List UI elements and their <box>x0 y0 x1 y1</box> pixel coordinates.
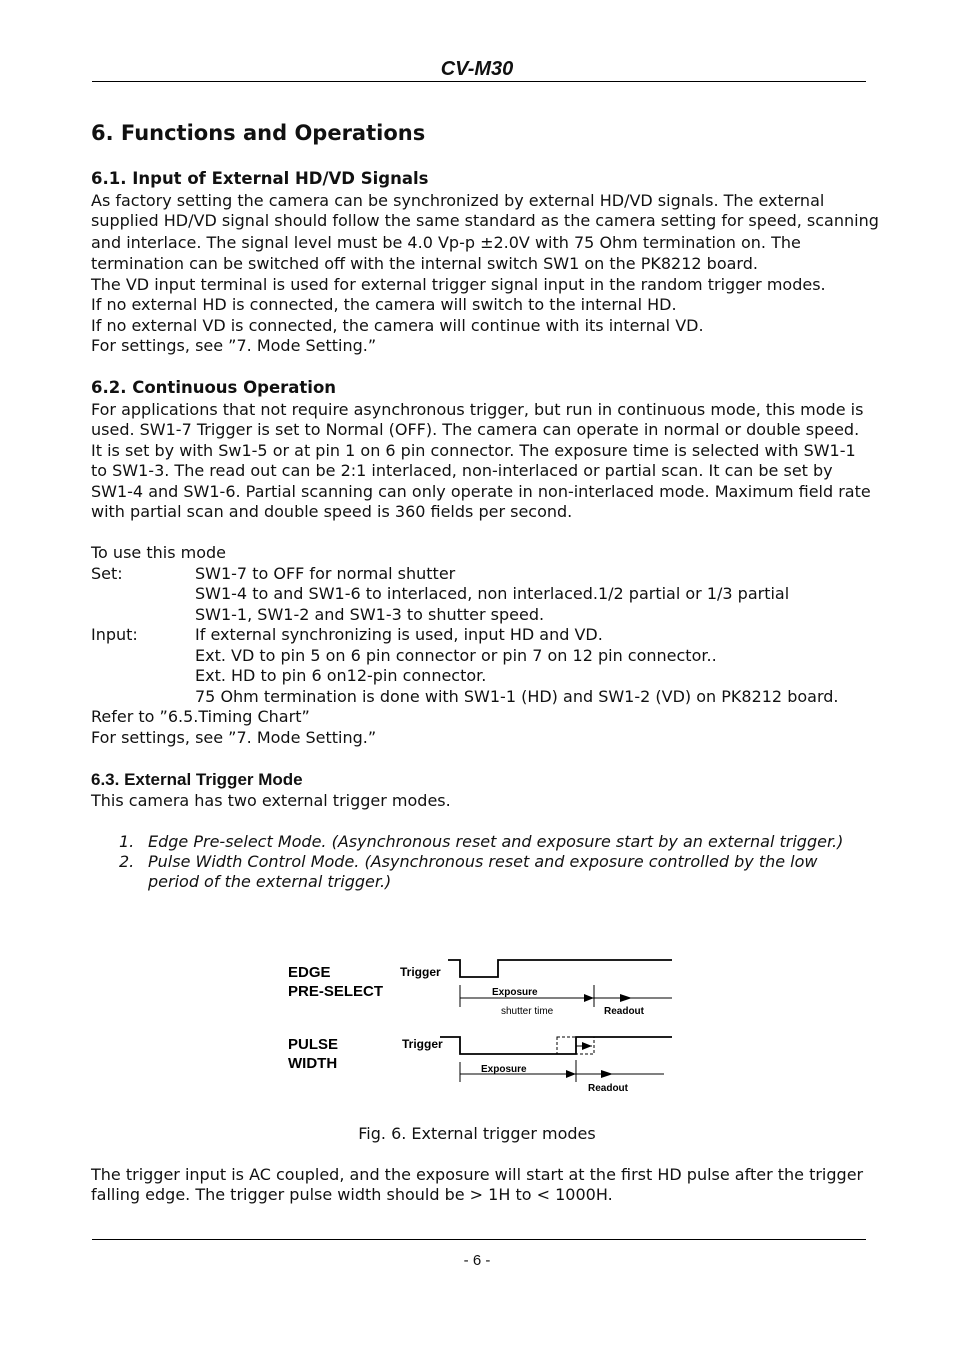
paragraph-line: termination can be switched off with the internal switch SW1 on the PK8212 board. <box>91 254 758 273</box>
trigger-timing-diagram <box>280 950 680 1100</box>
input-item: If external synchronizing is used, input HD and VD. <box>195 625 603 644</box>
closing-line: falling edge. The trigger pulse width should be > 1H to < 1000H. <box>91 1185 613 1204</box>
paragraph-line: with partial scan and double speed is 360 fields per second. <box>91 502 573 521</box>
readout-label: Readout <box>604 1006 644 1017</box>
input-item: Ext. VD to pin 5 on 6 pin connector or pin 7 on 12 pin connector.. <box>195 646 717 665</box>
list-item-continuation: period of the external trigger.) <box>148 872 392 891</box>
header-rule <box>92 81 866 82</box>
pulse-label-line2: WIDTH <box>288 1055 338 1072</box>
input-item: 75 Ohm termination is done with SW1-1 (HD) and SW1-2 (VD) on PK8212 board. <box>195 687 839 706</box>
paragraph-line: For settings, see ”7. Mode Setting.” <box>91 336 377 355</box>
set-item: SW1-4 to and SW1-6 to interlaced, non interlaced.1/2 partial or 1/3 partial <box>195 584 790 603</box>
shutter-time-label: shutter time <box>501 1006 554 1017</box>
paragraph-line: It is set by with Sw1-5 or at pin 1 on 6 pin connector. The exposure time is selected with SW1-1 <box>91 441 856 460</box>
list-item: Pulse Width Control Mode. (Asynchronous reset and exposure controlled by the low <box>148 852 818 871</box>
paragraph-line: supplied HD/VD signal should follow the same standard as the camera setting for speed, scanning <box>91 211 879 230</box>
closing-line: The trigger input is AC coupled, and the exposure will start at the first HD pulse after the trigger <box>91 1165 864 1184</box>
pulse-trigger-waveform <box>440 1037 672 1054</box>
input-label: Input: <box>91 625 138 644</box>
readout-label: Readout <box>588 1083 628 1094</box>
exposure-label: Exposure <box>492 987 538 998</box>
edge-trigger-waveform <box>448 960 672 977</box>
readout-arrowhead <box>620 994 632 1002</box>
trigger-label: Trigger <box>400 965 441 979</box>
readout-arrowhead <box>601 1070 613 1078</box>
settings-line: For settings, see ”7. Mode Setting.” <box>91 728 377 747</box>
pulse-label-line1: PULSE <box>288 1036 339 1053</box>
paragraph-line: and interlace. The signal level must be 4.0 Vp-p ±2.0V with 75 Ohm termination on. The <box>91 233 801 252</box>
use-mode-line: To use this mode <box>91 543 226 562</box>
edge-label-line2: PRE-SELECT <box>288 983 384 1000</box>
list-item-number: 1. <box>119 832 135 851</box>
paragraph-line: If no external HD is connected, the camera will switch to the internal HD. <box>91 295 677 314</box>
paragraph-line: For applications that not require asynchronous trigger, but run in continuous mode, this mode is <box>91 400 864 419</box>
paragraph-line: This camera has two external trigger modes. <box>91 791 451 810</box>
section-title: 6. Functions and Operations <box>91 121 426 145</box>
paragraph-line: to SW1-3. The read out can be 2:1 interlaced, non-interlaced or partial scan. It can be set by <box>91 461 833 480</box>
exposure-label: Exposure <box>481 1064 527 1075</box>
figure-caption: Fig. 6. External trigger modes <box>358 1124 596 1143</box>
paragraph-line: If no external VD is connected, the camera will continue with its internal VD. <box>91 316 704 335</box>
document-header-title: CV-M30 <box>440 58 514 80</box>
set-item: SW1-1, SW1-2 and SW1-3 to shutter speed. <box>195 605 545 624</box>
set-label: Set: <box>91 564 123 583</box>
subsection-6-1-title: 6.1. Input of External HD/VD Signals <box>91 169 429 188</box>
set-item: SW1-7 to OFF for normal shutter <box>195 564 456 583</box>
list-item-number: 2. <box>119 852 135 871</box>
paragraph-line: The VD input terminal is used for external trigger signal input in the random trigger modes. <box>91 275 826 294</box>
footer-rule <box>92 1239 866 1240</box>
subsection-6-2-title: 6.2. Continuous Operation <box>91 378 337 397</box>
trigger-label: Trigger <box>402 1037 443 1051</box>
subsection-6-3-title: 6.3. External Trigger Mode <box>91 770 303 789</box>
paragraph-line: As factory setting the camera can be synchronized by external HD/VD signals. The external <box>91 191 825 210</box>
page-number: - 6 - <box>463 1252 491 1269</box>
paragraph-line: used. SW1-7 Trigger is set to Normal (OFF). The camera can operate in normal or double speed. <box>91 420 860 439</box>
list-item: Edge Pre-select Mode. (Asynchronous reset and exposure start by an external trigger.) <box>148 832 844 851</box>
edge-label-line1: EDGE <box>288 964 331 981</box>
input-item: Ext. HD to pin 6 on12-pin connector. <box>195 666 487 685</box>
paragraph-line: SW1-4 and SW1-6. Partial scanning can only operate in non-interlaced mode. Maximum field rate <box>91 482 871 501</box>
refer-line: Refer to ”6.5.Timing Chart” <box>91 707 310 726</box>
